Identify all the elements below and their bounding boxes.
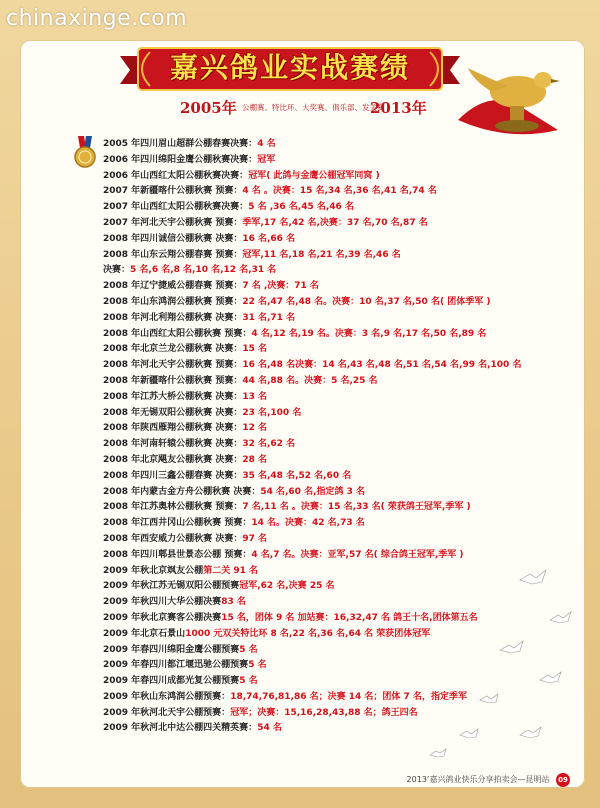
list-item [103, 437, 573, 453]
entry-label: 2008 年辽宁捷威公棚春赛 预赛： [103, 281, 243, 292]
entry-label: 2008 年四川郫县世景态公棚 预赛： [103, 549, 252, 560]
list-item [103, 184, 573, 200]
entry-label: 2008 年江苏大桥公棚秋赛 决赛： [103, 391, 243, 402]
entry-label: 2009 年秋四川大华公棚决赛 [103, 597, 222, 608]
entry-label: 2009 年春四川成都光复公棚预赛 [103, 676, 240, 687]
entry-label: 2008 年陕西雁翔公棚秋赛 决赛： [103, 423, 243, 434]
list-item [103, 421, 573, 437]
list-item [103, 358, 573, 374]
golden-pigeon-trophy-icon [448, 50, 578, 150]
entry-label: 2008 年江苏奥林公棚秋赛 预赛： [103, 502, 243, 513]
competition-types: 公棚赛、特比环、大奖赛、俱乐部、发关赛 [242, 103, 385, 112]
entry-label: 2008 年河南轩辕公棚秋赛 决赛： [103, 439, 243, 450]
list-item [103, 532, 573, 548]
entry-label: 2008 年江西井冈山公棚秋赛 预赛： [103, 518, 252, 529]
page-number: 09 [556, 773, 570, 787]
entry-result: 冠军,11 名,18 名,21 名,39 名,46 名 [242, 249, 401, 260]
entry-label: 2008 年新疆喀什公棚秋赛 预赛： [103, 375, 243, 386]
list-item [103, 153, 573, 169]
entry-result: 4 名,7 名。决赛：亚军,57 名( 综合鸽王冠军,季军 ) [251, 549, 464, 560]
entry-result: 13 名 [242, 391, 267, 402]
list-item [103, 216, 573, 232]
entry-result: 16 名,48 名决赛：14 名,43 名,48 名,51 名,54 名,99 名,100 名 [242, 360, 522, 371]
list-item [103, 374, 573, 390]
entry-label: 2009 年春四川绵阳金鹰公棚预赛 [103, 644, 240, 655]
medal-icon [72, 136, 98, 168]
entry-label: 2008 年西安威力公棚秋赛 决赛： [103, 533, 243, 544]
entry-label: 2009 年秋北京赛客公棚决赛 [103, 612, 222, 623]
entry-result: 54 名 [257, 723, 282, 734]
entry-result: 16 名,66 名 [242, 233, 296, 244]
list-item [103, 263, 573, 279]
entry-result: 22 名,47 名,48 名。决赛：10 名,37 名,50 名( 团体季军 ) [242, 296, 491, 307]
entry-result: 5 名,6 名,8 名,10 名,12 名,31 名 [130, 265, 277, 276]
entry-label: 2008 年无锡双阳公棚秋赛 决赛： [103, 407, 243, 418]
entry-result: 1000 元双关特比环 8 名,22 名,36 名,64 名 荣获团体冠军 [185, 628, 431, 639]
list-item [103, 232, 573, 248]
entry-result: 4 名 [257, 139, 276, 149]
entry-label: 2007 年河北天宇公棚秋赛 预赛： [103, 217, 243, 228]
entry-result: 7 名 ,决赛：71 名 [242, 281, 319, 292]
entry-result: 12 名 [242, 423, 267, 434]
entry-label: 2008 年山东鸿润公棚秋赛 预赛： [103, 296, 243, 307]
entry-result: 4 名,12 名,19 名。决赛：3 名,9 名,17 名,50 名,89 名 [251, 328, 487, 339]
entry-label: 2009 年春四川都江堰迅驰公棚预赛 [103, 660, 249, 671]
entry-label: 2009 年秋河北中达公棚四关精英赛： [103, 723, 258, 734]
flying-pigeons-icon [400, 560, 580, 770]
entry-label: 2008 年山西红太阳公棚秋赛 预赛： [103, 328, 252, 339]
start-year: 2005年 [180, 99, 237, 117]
list-item [103, 279, 573, 295]
list-item [103, 311, 573, 327]
end-year: 2013年 [370, 99, 427, 117]
entry-result: 冠军,62 名,决赛 25 名 [239, 581, 335, 592]
footer-text: 2013’嘉兴鸽业快乐分享拍卖会—昆明站 [406, 775, 550, 784]
entry-label: 2008 年内蒙古金方舟公棚秋赛 决赛： [103, 486, 261, 497]
list-item [103, 485, 573, 501]
entry-result: 15 名，团体 9 名 加站赛：16,32,47 名 鸽王十名,团体第五名 [221, 612, 478, 623]
entry-result: 5 名 [248, 660, 267, 671]
list-item [103, 516, 573, 532]
list-item [103, 390, 573, 406]
entry-result: 23 名,100 名 [242, 407, 302, 418]
entry-result: 14 名。决赛：42 名,73 名 [251, 518, 365, 529]
list-item [103, 169, 573, 185]
entry-label: 2008 年北京兰龙公棚秋赛 决赛： [103, 344, 243, 355]
entry-label: 2005 年四川眉山超群公棚春赛决赛： [103, 139, 258, 149]
entry-label: 2008 年北京飓友公棚秋赛 决赛： [103, 454, 243, 465]
entry-label: 2009 年秋江苏无锡双阳公棚预赛 [103, 581, 240, 592]
entry-label: 2009 年北京石景山 [103, 628, 186, 639]
list-item [103, 453, 573, 469]
entry-label: 2008 年山东云翔公棚春赛 预赛： [103, 249, 243, 260]
entry-result: 5 名 ,36 名,45 名,46 名 [248, 202, 354, 213]
entry-result: 7 名,11 名 。决赛：15 名,33 名( 荣获鸽王冠军,季军 ) [242, 502, 471, 513]
entry-label: 2009 年秋河北天宇公棚预赛： [103, 707, 231, 718]
entry-label: 2009 年秋山东鸿润公棚预赛： [103, 691, 231, 702]
entry-result: 35 名,48 名,52 名,60 名 [242, 470, 352, 481]
entry-result: 32 名,62 名 [242, 439, 296, 450]
entry-result: 83 名 [221, 597, 246, 608]
entry-label: 决赛： [103, 265, 131, 276]
entry-result: 第二关 91 名 [203, 565, 258, 576]
entry-result: 44 名,88 名。决赛：5 名,25 名 [242, 375, 378, 386]
entry-result: 冠军 [257, 154, 276, 165]
list-item [103, 469, 573, 485]
entry-result: 15 名 [242, 344, 267, 355]
entry-label: 2008 年河北天宇公棚秋赛 预赛： [103, 360, 243, 371]
list-item [103, 406, 573, 422]
entry-label: 2007 年新疆喀什公棚秋赛 预赛： [103, 186, 243, 197]
entry-result: 54 名,60 名,指定鸽 3 名 [260, 486, 366, 497]
entry-result: 5 名 [239, 644, 258, 655]
entry-label: 2008 年四川诚信公棚秋赛 决赛： [103, 233, 243, 244]
entry-result: 31 名,71 名 [242, 312, 296, 323]
list-item [103, 295, 573, 311]
watermark: chinaxinge.com [6, 6, 188, 31]
list-item [103, 248, 573, 264]
entry-result: 冠军；决赛：15,16,28,43,88 名；鸽王四名 [230, 707, 418, 718]
year-range [180, 97, 430, 117]
entry-result: 冠军( 此鸽与金鹰公棚冠军同窝 ) [248, 170, 380, 181]
footer [407, 773, 570, 787]
entry-result: 28 名 [242, 454, 267, 465]
entry-label: 2006 年四川绵阳金鹰公棚秋赛决赛： [103, 154, 258, 165]
list-item [103, 342, 573, 358]
entry-result: 18,74,76,81,86 名；决赛 14 名；团体 7 名，指定季军 [230, 691, 467, 702]
entry-label: 2006 年山西红太阳公棚秋赛决赛： [103, 170, 249, 181]
entry-label: 2007 年山西红太阳公棚秋赛决赛： [103, 202, 249, 213]
entry-label: 2008 年四川三鑫公棚春赛 决赛： [103, 470, 243, 481]
entry-label: 2008 年河北利翔公棚秋赛 决赛： [103, 312, 243, 323]
entry-result: 季军,17 名,42 名,决赛：37 名,70 名,87 名 [242, 217, 428, 228]
list-item [103, 327, 573, 343]
entry-result: 5 名 [239, 676, 258, 687]
entry-label: 2009 年秋北京飒友公棚 [103, 565, 204, 576]
page-title: 嘉兴鸽业实战赛绩 [169, 51, 410, 84]
list-item [103, 200, 573, 216]
entry-result: 4 名 。决赛：15 名,34 名,36 名,41 名,74 名 [242, 186, 437, 197]
entry-result: 97 名 [242, 533, 267, 544]
list-item [103, 500, 573, 516]
